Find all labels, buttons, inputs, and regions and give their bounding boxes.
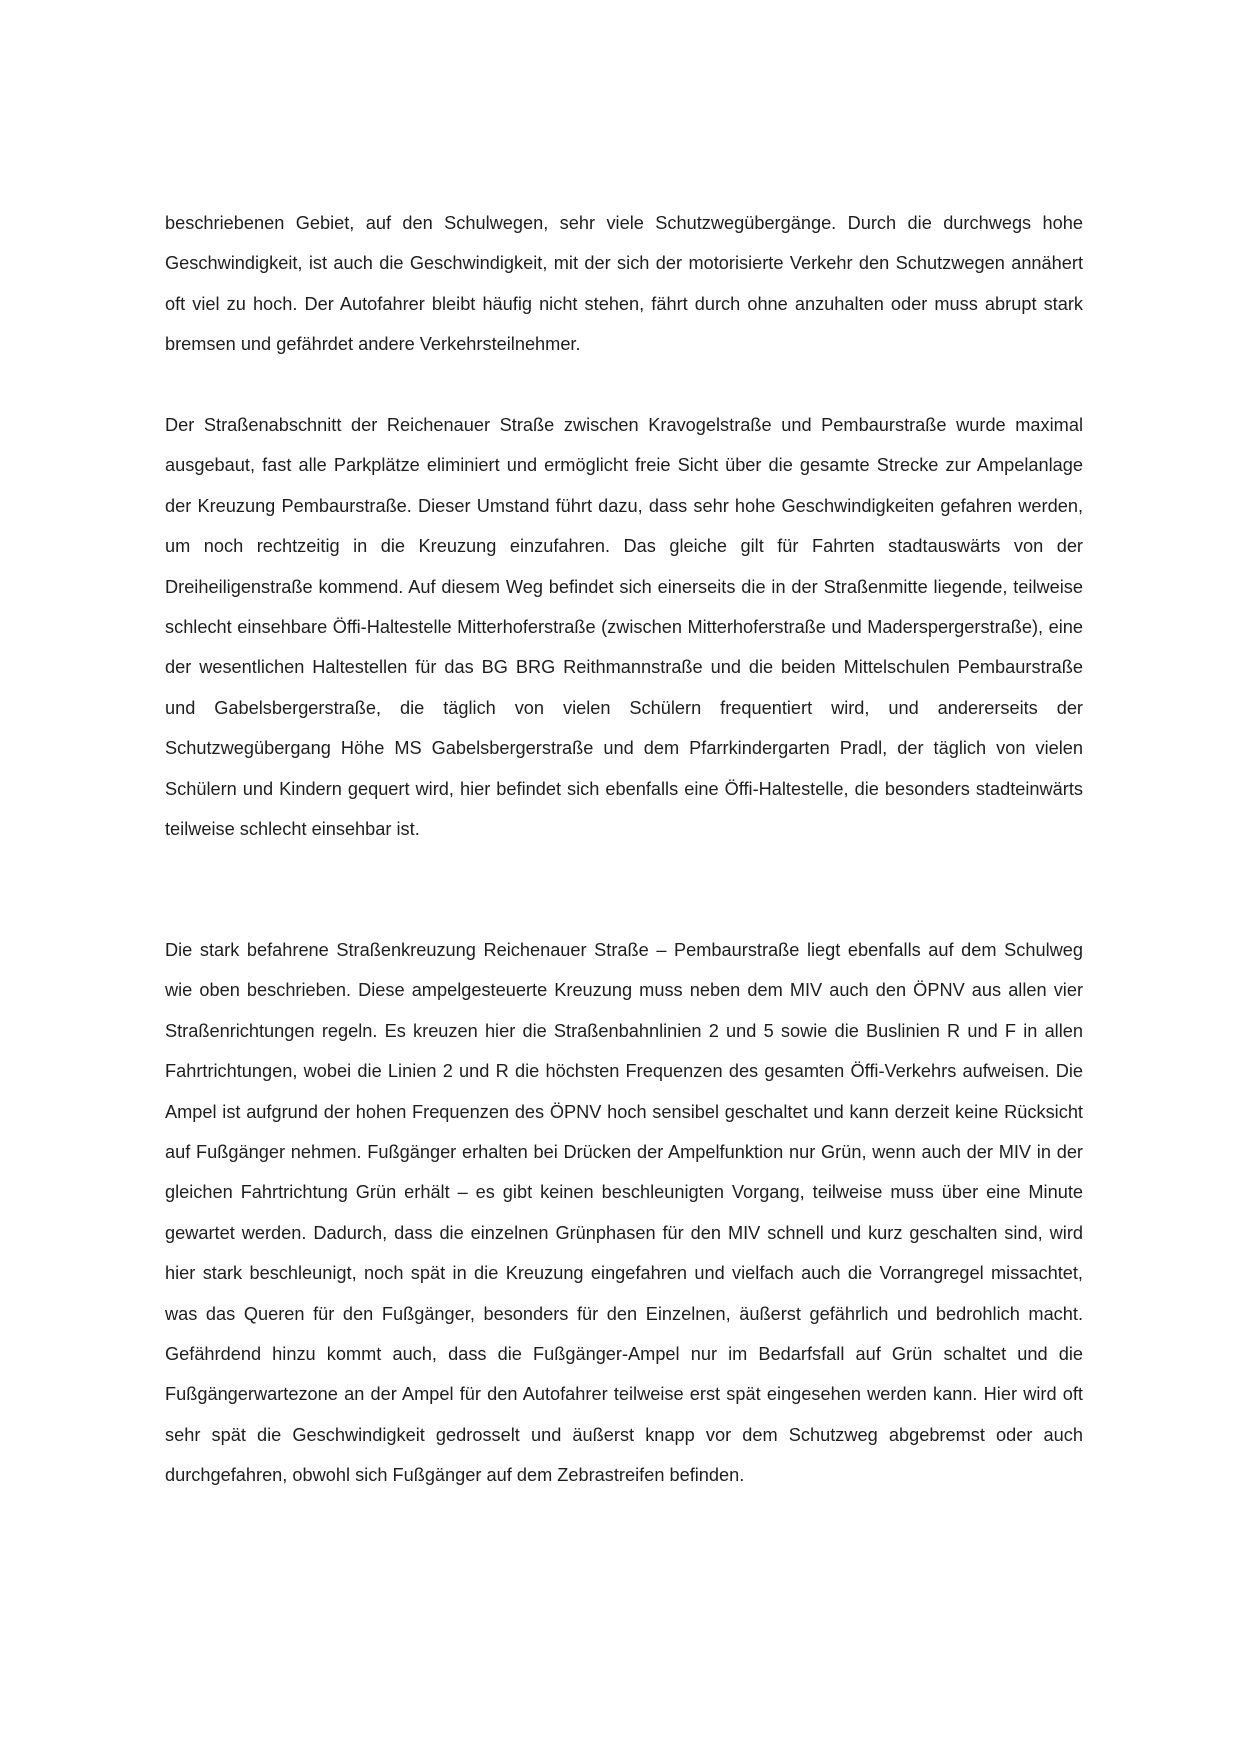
paragraph-1: beschriebenen Gebiet, auf den Schulwegen, sehr viele Schutzwegübergänge. Durch die durchwegs hohe Geschwindigkeit, ist auch die Geschwindigkeit, mit der sich der motorisierte Verkehr den Schutzwegen annähert oft viel zu hoch. Der Autofahrer bleibt häufig nicht stehen, fährt durch ohne anzuhalten oder muss abrupt stark bremsen und gefährdet andere Verkehrsteilnehmer. [165,213,1083,355]
paragraph-3: Die stark befahrene Straßenkreuzung Reichenauer Straße – Pembaurstraße liegt ebenfalls auf dem Schulweg wie oben beschrieben. Diese ampelgesteuerte Kreuzung muss neben dem MIV auch den ÖPNV aus allen vier Straßenrichtungen regeln. Es kreuzen hier die Straßenbahnlinien 2 und 5 sowie die Buslinien R und F in allen Fahrtrichtungen, wobei die Linien 2 und R die höchsten Frequenzen des gesamten Öffi-Verkehrs aufweisen. Die Ampel ist aufgrund der hohen Frequenzen des ÖPNV hoch sensibel geschaltet und kann derzeit keine Rücksicht auf Fußgänger nehmen. Fußgänger erhalten bei Drücken der Ampelfunktion nur Grün, wenn auch der MIV in der gleichen Fahrtrichtung Grün erhält – es gibt keinen beschleunigten Vorgang, teilweise muss über eine Minute gewartet werden. Dadurch, dass die einzelnen Grünphasen für den MIV schnell und kurz geschalten sind, wird hier stark beschleunigt, noch spät in die Kreuzung eingefahren und vielfach auch die Vorrangregel missachtet, was das Queren für den Fußgänger, besonders für den Einzelnen, äußerst gefährlich und bedrohlich macht. Gefährdend hinzu kommt auch, dass die Fußgänger-Ampel nur im Bedarfsfall auf Grün schaltet und die Fußgängerwartezone an der Ampel für den Autofahrer teilweise erst spät eingesehen werden kann. Hier wird oft sehr spät die Geschwindigkeit gedrosselt und äußerst knapp vor dem Schutzweg abgebremst oder auch durchgefahren, obwohl sich Fußgänger auf dem Zebrastreifen befinden. [165,940,1083,1486]
paragraph-2: Der Straßenabschnitt der Reichenauer Straße zwischen Kravogelstraße und Pembaurstraße wurde maximal ausgebaut, fast alle Parkplätze eliminiert und ermöglicht freie Sicht über die gesamte Strecke zur Ampelanlage der Kreuzung Pembaurstraße. Dieser Umstand führt dazu, dass sehr hohe Geschwindigkeiten gefahren werden, um noch rechtzeitig in die Kreuzung einzufahren. Das gleiche gilt für Fahrten stadtauswärts von der Dreiheiligenstraße kommend. Auf diesem Weg befindet sich einerseits die in der Straßenmitte liegende, teilweise schlecht einsehbare Öffi-Haltestelle Mitterhoferstraße (zwischen Mitterhoferstraße und Maderspergerstraße), eine der wesentlichen Haltestellen für das BG BRG Reithmannstraße und die beiden Mittelschulen Pembaurstraße und Gabelsbergerstraße, die täglich von vielen Schülern frequentiert wird, und andererseits der Schutzwegübergang Höhe MS Gabelsbergerstraße und dem Pfarrkindergarten Pradl, der täglich von vielen Schülern und Kindern gequert wird, hier befindet sich ebenfalls eine Öffi-Haltestelle, die besonders stadteinwärts teilweise schlecht einsehbar ist. [165,415,1083,840]
